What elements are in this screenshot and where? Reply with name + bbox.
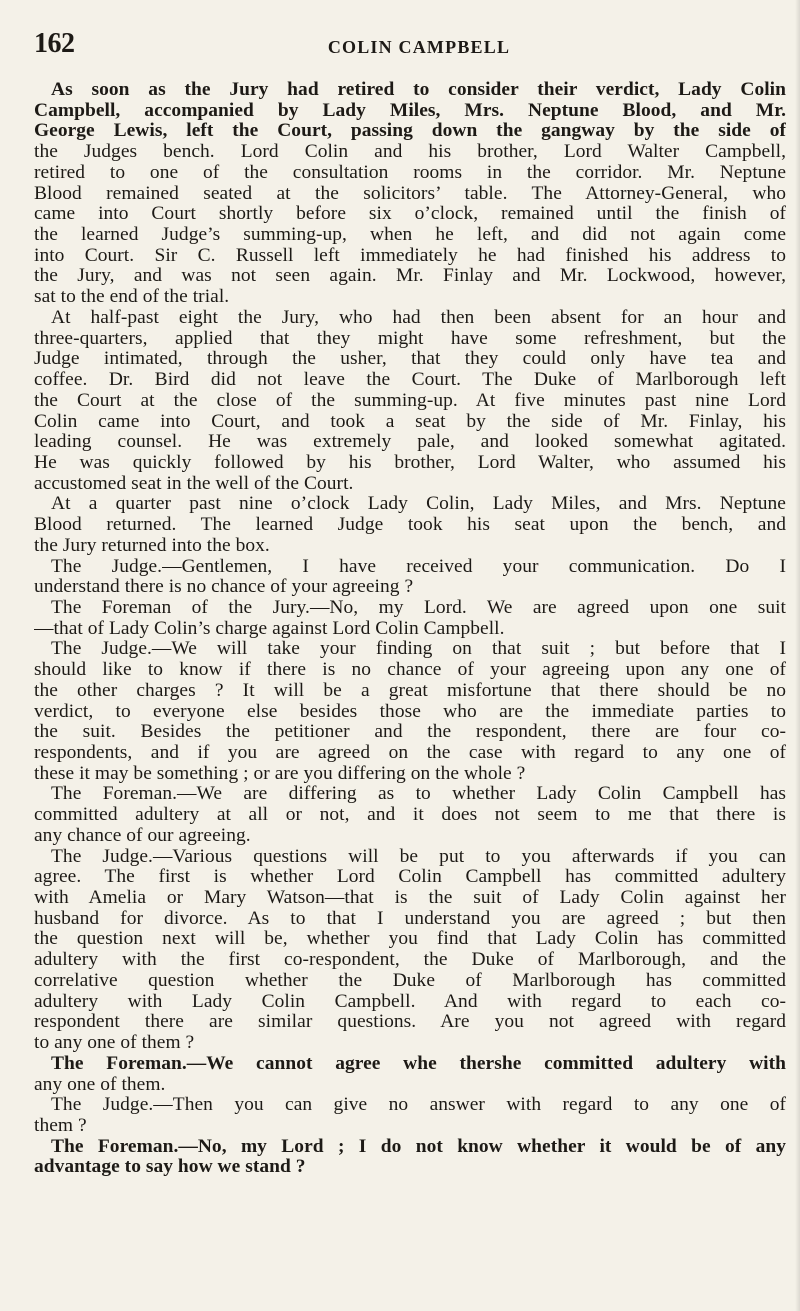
text-line: Blood remained seated at the solicitors’ table. The Attorney-General, who <box>34 183 786 204</box>
text-line: the Jury, and was not seen again. Mr. Finlay and Mr. Lockwood, however, <box>34 266 786 287</box>
text-line: At a quarter past nine o’clock Lady Colin, Lady Miles, and Mrs. Neptune <box>51 494 786 515</box>
text-line: The Foreman.—We cannot agree whe thershe committed adultery with <box>51 1053 786 1074</box>
text-line: sat to the end of the trial. <box>34 287 230 308</box>
text-line: agree. The first is whether Lord Colin Campbell has committed adultery <box>34 867 786 888</box>
text-line: the suit. Besides the petitioner and the respondent, there are four co- <box>34 722 786 743</box>
text-line: correlative question whether the Duke of Marlborough has committed <box>34 970 786 991</box>
text-line: respondents, and if you are agreed on the case with regard to any one of <box>34 743 786 763</box>
page-number: 162 <box>34 28 75 59</box>
text-line: Blood returned. The learned Judge took his seat upon the bench, and <box>34 515 786 536</box>
running-head: COLIN CAMPBELL <box>327 37 511 57</box>
text-line: to any one of them ? <box>34 1033 195 1054</box>
text-line: The Judge.—Gentlemen, I have received your communication. Do I <box>51 556 786 577</box>
text-line: these it may be something ; or are you differing on the whole ? <box>34 763 526 784</box>
text-line: the other charges ? It will be a great misfortune that there should be no <box>34 680 786 701</box>
text-line: should like to know if there is no chance of your agreeing upon any one of <box>34 660 786 681</box>
text-line: the Jury returned into the box. <box>34 535 270 556</box>
text-line: came into Court shortly before six o’clock, remained until the finish of <box>34 204 786 225</box>
text-line: understand there is no chance of your agreeing ? <box>34 577 414 598</box>
text-line: the Judges bench. Lord Colin and his brother, Lord Walter Campbell, <box>34 142 786 163</box>
text-line: coffee. Dr. Bird did not leave the Court. The Duke of Marlborough left <box>34 370 786 391</box>
text-line: The Foreman.—No, my Lord ; I do not know whether it would be of any <box>51 1136 786 1157</box>
body-text <box>34 80 786 1178</box>
text-line: the Court at the close of the summing-up. At five minutes past nine Lord <box>34 390 786 411</box>
text-line: adultery with Lady Colin Campbell. And with regard to each co- <box>34 991 786 1012</box>
text-line: retired to one of the consultation rooms in the corridor. Mr. Neptune <box>34 162 786 183</box>
text-line: advantage to say how we stand ? <box>34 1157 306 1178</box>
text-line: committed adultery at all or not, and it does not seem to me that there is <box>34 805 786 826</box>
text-line: —that of Lady Colin’s charge against Lord Colin Campbell. <box>34 618 505 639</box>
text-line: The Foreman of the Jury.—No, my Lord. We are agreed upon one suit <box>51 597 786 618</box>
text-line: them ? <box>34 1115 87 1136</box>
text-line: Judge intimated, through the usher, that they could only have tea and <box>34 349 786 370</box>
text-line: any chance of our agreeing. <box>34 825 251 846</box>
text-line: The Judge.—We will take your finding on that suit ; but before that I <box>51 639 786 660</box>
text-line: adultery with the first co-respondent, the Duke of Marlborough, and the <box>34 950 786 971</box>
text-line: respondent there are similar questions. Are you not agreed with regard <box>34 1012 786 1033</box>
text-line: The Foreman.—We are differing as to whether Lady Colin Campbell has <box>51 784 786 805</box>
text-line: accustomed seat in the well of the Court. <box>34 473 354 494</box>
text-line: verdict, to everyone else besides those who are the immediate parties to <box>34 701 786 722</box>
text-line: the learned Judge’s summing-up, when he left, and did not again come <box>34 225 786 246</box>
page-edge-shadow <box>795 0 800 1311</box>
text-line: As soon as the Jury had retired to consider their verdict, Lady Colin <box>51 80 786 100</box>
text-line: Campbell, accompanied by Lady Miles, Mrs. Neptune Blood, and Mr. <box>34 100 786 121</box>
text-line: with Amelia or Mary Watson—that is the suit of Lady Colin against her <box>34 888 786 909</box>
text-line: any one of them. <box>34 1074 166 1095</box>
page-header <box>34 28 786 60</box>
text-line: three-quarters, applied that they might have some refreshment, but the <box>34 328 786 349</box>
text-line: The Judge.—Various questions will be put to you afterwards if you can <box>51 846 786 867</box>
text-line: He was quickly followed by his brother, Lord Walter, who assumed his <box>34 452 786 473</box>
text-line: The Judge.—Then you can give no answer with regard to any one of <box>51 1095 786 1116</box>
text-line: husband for divorce. As to that I understand you are agreed ; but then <box>34 908 786 929</box>
text-line: Colin came into Court, and took a seat by the side of Mr. Finlay, his <box>34 411 786 432</box>
text-line: into Court. Sir C. Russell left immediately he had finished his address to <box>34 245 786 266</box>
text-line: At half-past eight the Jury, who had then been absent for an hour and <box>51 307 786 328</box>
text-line: the question next will be, whether you find that Lady Colin has committed <box>34 929 786 950</box>
text-line: leading counsel. He was extremely pale, and looked somewhat agitated. <box>34 432 786 453</box>
text-line: George Lewis, left the Court, passing down the gangway by the side of <box>34 121 786 142</box>
